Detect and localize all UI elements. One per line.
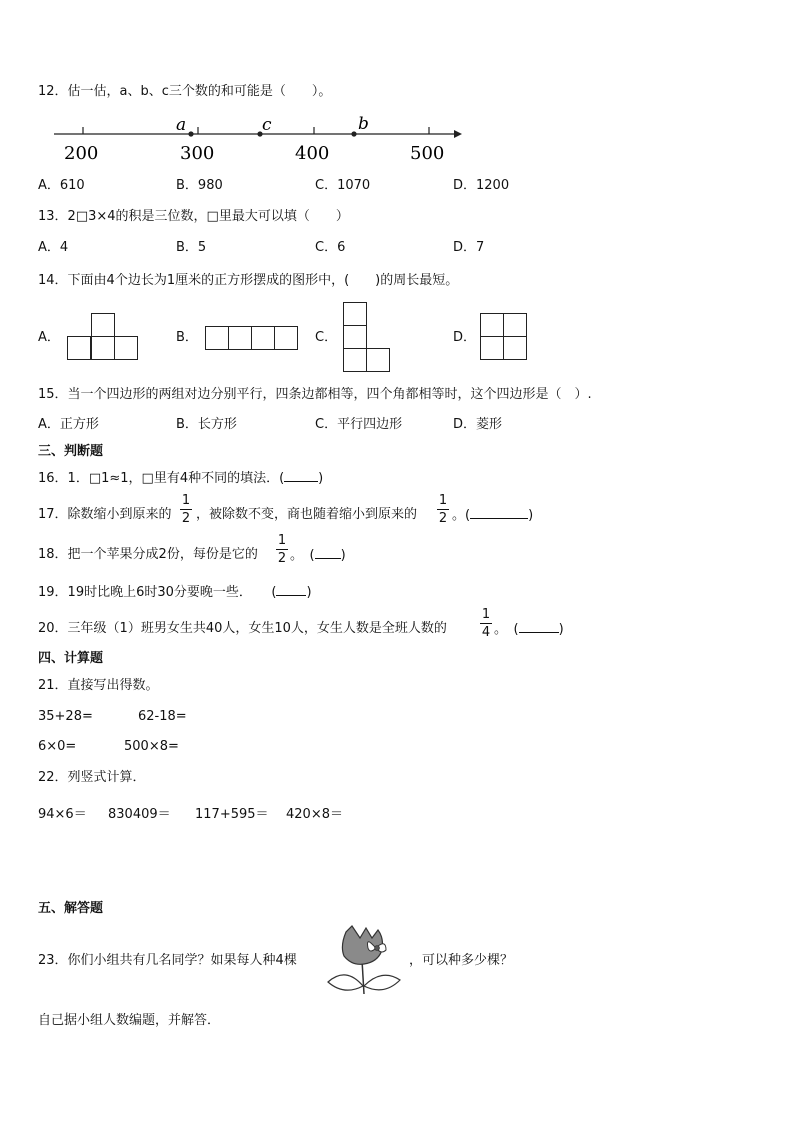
q18-fraction [276,534,288,565]
q14-stem: 14．下面由4个边长为1厘米的正方形摆成的图形中，( )的周长最短。 [38,273,459,288]
point-a [188,131,193,136]
q17-fraction-1 [180,494,192,525]
q18-frac-den: 2 [277,551,287,566]
q14-shape-d [480,313,530,361]
q17-close-paren: ) [528,508,534,523]
q14-shape-c [343,302,393,374]
q20-close-paren: ) [558,622,564,637]
q15-stem: 15．当一个四边形的两组对边分别平行，四条边都相等，四个角都相等时，这个四边形是（ ）. [38,387,592,402]
q18-part2: 。 ( [290,548,315,563]
q15-option-c[interactable]: C．平行四边形 [315,417,403,432]
q18-frac-num: 1 [277,533,287,548]
q20-answer-line [494,622,564,636]
q18-close-paren: ) [340,548,346,563]
q16-line [38,471,323,485]
q18-answer-blank[interactable] [315,548,341,559]
q17-frac2-den: 2 [438,511,448,526]
q17-frac1-num: 1 [181,493,191,508]
q22-stem: 22．列竖式计算． [38,770,146,785]
q21-item-1: 35+28= [38,709,93,724]
q23-part2: ，可以种多少棵？ [409,953,514,968]
q15-option-d[interactable]: D．菱形 [453,417,503,432]
q20-frac-num: 1 [481,607,491,622]
q16-answer-blank[interactable] [284,471,318,482]
q17-frac2-num: 1 [438,493,448,508]
q21-item-2: 62-18= [138,709,187,724]
section-5-title: 五、解答题 [38,901,104,916]
q20-frac-den: 4 [481,625,491,640]
q19-text: 19．19时比晚上6时30分要晚一些． ( [38,585,277,600]
q20-answer-blank[interactable] [519,622,559,633]
q17-part2: ，被除数不变，商也随着缩小到原来的 [196,507,418,522]
q23-note: 自己据小组人数编题，并解答． [38,1013,221,1028]
tick-400: 400 [295,143,330,164]
q21-item-4: 500×8= [124,739,179,754]
section-4-title: 四、计算题 [38,651,104,666]
q20-fraction [480,608,492,639]
tick-500: 500 [410,143,445,164]
flower-illustration [322,922,404,998]
q22-item-2: 830409＝ [108,807,171,822]
q17-frac1-den: 2 [181,511,191,526]
point-b [351,131,356,136]
q21-stem: 21．直接写出得数。 [38,678,159,693]
q19-close-paren: ) [306,585,312,600]
q14-option-d-letter[interactable]: D． [453,330,477,345]
q12-option-c[interactable]: C．1070 [315,178,371,193]
q22-item-4: 420×8＝ [286,807,343,822]
section-3-title: 三、判断题 [38,444,104,459]
q23-part1: 23．你们小组共有几名同学？如果每人种4棵 [38,953,297,968]
q16-close-paren: ) [318,471,324,486]
label-b: b [358,114,369,134]
q18-answer-line [290,548,346,562]
q13-stem: 13．2□3×4的积是三位数，□里最大可以填（ ） [38,209,349,224]
number-line [50,112,470,164]
q12-stem: 12．估一估，a、b、c三个数的和可能是（ ）。 [38,84,332,99]
q17-fraction-2 [437,494,449,525]
q13-option-d[interactable]: D．7 [453,240,485,255]
q20-part2: 。 ( [494,622,519,637]
q19-line [38,585,312,599]
q19-answer-blank[interactable] [276,585,306,596]
q14-option-c-letter[interactable]: C． [315,330,338,345]
q14-option-a-letter[interactable]: A． [38,330,60,345]
q13-option-c[interactable]: C．6 [315,240,346,255]
q15-option-a[interactable]: A．正方形 [38,417,99,432]
q12-option-b[interactable]: B．980 [176,178,223,193]
q17-part1: 17．除数缩小到原来的 [38,507,172,522]
q14-option-b-letter[interactable]: B． [176,330,198,345]
q17-part3: 。( [452,508,471,523]
q22-item-1: 94×6＝ [38,807,87,822]
q14-shape-a [67,313,139,361]
q17-answer-blank[interactable] [470,508,528,519]
q18-part1: 18．把一个苹果分成2份，每份是它的 [38,547,258,562]
q12-option-a[interactable]: A．610 [38,178,85,193]
q21-item-3: 6×0= [38,739,77,754]
q17-answer-line [452,508,533,522]
label-c: c [262,115,272,135]
tick-200: 200 [64,143,99,164]
q13-option-b[interactable]: B．5 [176,240,207,255]
q22-item-3: 117+595＝ [195,807,269,822]
q14-shape-b [205,326,300,352]
q20-part1: 20．三年级（1）班男女生共40人，女生10人，女生人数是全班人数的 [38,621,447,636]
q13-option-a[interactable]: A．4 [38,240,69,255]
label-a: a [176,115,187,135]
tick-300: 300 [180,143,215,164]
q12-option-d[interactable]: D．1200 [453,178,510,193]
q15-option-b[interactable]: B．长方形 [176,417,237,432]
q16-text: 16．1．□1≈1，□里有4种不同的填法．( [38,471,285,486]
